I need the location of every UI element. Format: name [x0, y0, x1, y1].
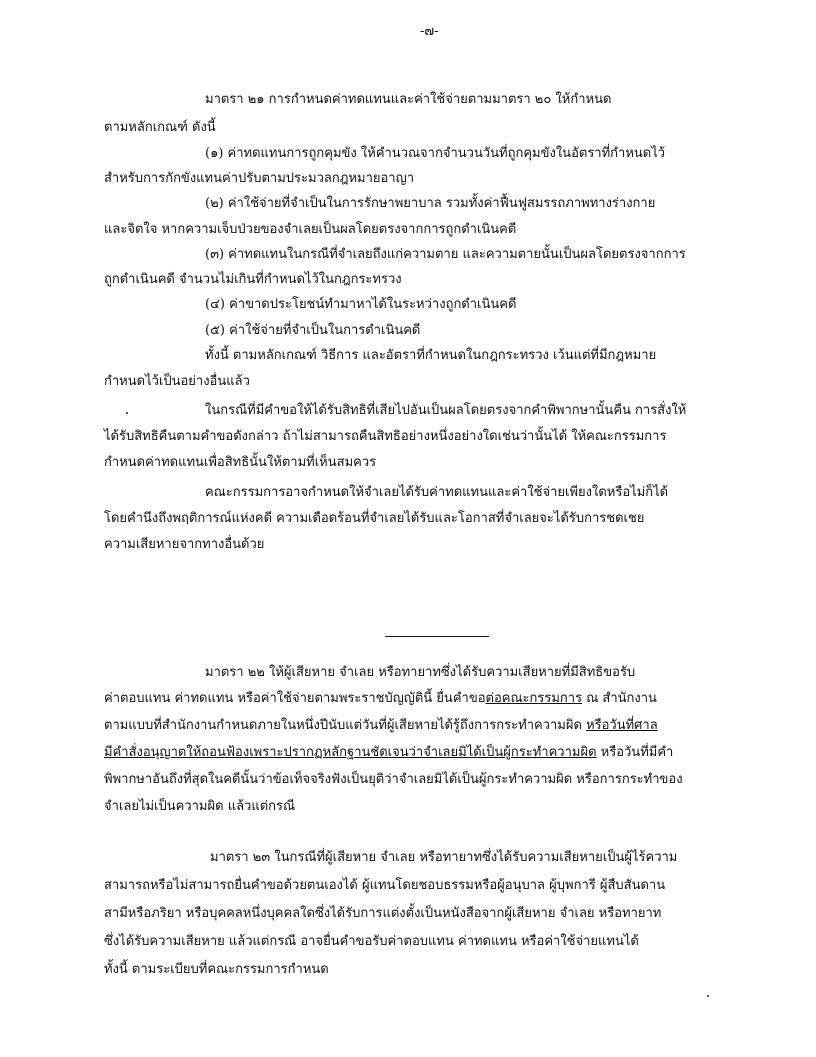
section-21-item-3: (๓) ค่าทดแทนในกรณีที่จำเลยถึงแก่ความตาย และความตายนั้นเป็นผลโดยตรงจากการ: [205, 247, 686, 262]
section-21-item-2-cont: และจิตใจ หากความเจ็บป่วยของจำเลยเป็นผลโดยตรงจากการถูกดำเนินคดี: [104, 222, 517, 237]
section-21-paragraph-3-cont: โดยคำนึงถึงพฤติการณ์แห่งคดี ความเดือดร้อนที่จำเลยได้รับและโอกาสที่จำเลยจะได้รับการชดเชย: [104, 511, 645, 526]
section-21-line: ตามหลักเกณฑ์ ดังนี้: [104, 120, 216, 135]
page-number: -๗-: [420, 24, 439, 39]
section-21-item-4: (๔) ค่าขาดประโยชน์ทำมาหาได้ในระหว่างถูกดำเนินคดี: [205, 297, 517, 312]
section-21-item-1-cont: สำหรับการกักขังแทนค่าปรับตามประมวลกฎหมายอาญา: [104, 171, 414, 186]
underlined-text: หรือวันที่ศาล: [586, 718, 658, 733]
section-21-item-5: (๕) ค่าใช้จ่ายที่จำเป็นในการดำเนินคดี: [205, 323, 421, 338]
section-21-item-1: (๑) ค่าทดแทนการถูกคุมขัง ให้คำนวณจากจำนวนวันที่ถูกคุมขังในอัตราที่กำหนดไว้: [205, 146, 666, 161]
section-23-line: ซึ่งได้รับความเสียหาย แล้วแต่กรณี อาจยื่นคำขอรับค่าตอบแทน ค่าทดแทน หรือค่าใช้จ่ายแทนได้: [104, 934, 639, 949]
scan-speck: [707, 995, 709, 997]
section-21-paragraph-2-cont: ได้รับสิทธิคืนตามคำขอดังกล่าว ถ้าไม่สามารถคืนสิทธิอย่างหนึ่งอย่างใดเช่นว่านั้นได้ ให้คณะกรรมการ: [104, 429, 667, 444]
section-22-line: ค่าตอบแทน ค่าทดแทน หรือค่าใช้จ่ายตามพระราชบัญญัตินี้ ยื่นคำขอต่อคณะกรรมการ ณ สำนักงาน: [104, 691, 657, 706]
section-21-paragraph-3: คณะกรรมการอาจกำหนดให้จำเลยได้รับค่าทดแทนและค่าใช้จ่ายเพียงใดหรือไม่ก็ได้: [205, 485, 669, 500]
section-21-heading-line: มาตรา ๒๑ การกำหนดค่าทดแทนและค่าใช้จ่ายตามมาตรา ๒๐ ให้กำหนด: [205, 92, 612, 107]
section-divider: [385, 636, 489, 637]
scan-speck: [126, 412, 128, 414]
section-22-heading-line: มาตรา ๒๒ ให้ผู้เสียหาย จำเลย หรือทายาทซึ่งได้รับความเสียหายที่มีสิทธิขอรับ: [205, 665, 636, 680]
section-23-line: สามารถหรือไม่สามารถยื่นคำขอด้วยตนเองได้ ผู้แทนโดยชอบธรรมหรือผู้อนุบาล ผู้บุพการี ผู้สืบสันดาน: [104, 878, 666, 893]
section-23-heading-line: มาตรา ๒๓ ในกรณีที่ผู้เสียหาย จำเลย หรือทายาทซึ่งได้รับความเสียหายเป็นผู้ไร้ความ: [210, 850, 678, 865]
underlined-text: ต่อคณะกรรมการ: [485, 691, 583, 706]
section-22-line: ตามแบบที่สำนักงานกำหนดภายในหนึ่งปีนับแต่วันที่ผู้เสียหายได้รู้ถึงการกระทำความผิด หรือวันที่ศาล: [104, 718, 658, 733]
section-21-paragraph-1: ทั้งนี้ ตามหลักเกณฑ์ วิธีการ และอัตราที่กำหนดในกฎกระทรวง เว้นแต่ที่มีกฎหมาย: [205, 348, 657, 363]
section-21-paragraph-2-cont: กำหนดค่าทดแทนเพื่อสิทธินั้นให้ตามที่เห็นสมควร: [104, 455, 377, 470]
underlined-text: มีคำสั่งอนุญาตให้ถอนฟ้องเพราะปรากฏหลักฐานชัดเจนว่าจำเลยมิได้เป็นผู้กระทำความผิด: [104, 745, 597, 760]
section-21-paragraph-3-cont: ความเสียหายจากทางอื่นด้วย: [104, 537, 265, 552]
section-21-paragraph-2: ในกรณีที่มีคำขอให้ได้รับสิทธิที่เสียไปอันเป็นผลโดยตรงจากคำพิพากษานั้นคืน การสั่งให้: [205, 403, 687, 418]
section-21-item-3-cont: ถูกดำเนินคดี จำนวนไม่เกินที่กำหนดไว้ในกฎกระทรวง: [104, 272, 402, 287]
section-23-line: ทั้งนี้ ตามระเบียบที่คณะกรรมการกำหนด: [104, 962, 329, 977]
section-21-item-2: (๒) ค่าใช้จ่ายที่จำเป็นในการรักษาพยาบาล รวมทั้งค่าฟื้นฟูสมรรถภาพทางร่างกาย: [205, 196, 656, 211]
section-22-line: มีคำสั่งอนุญาตให้ถอนฟ้องเพราะปรากฏหลักฐานชัดเจนว่าจำเลยมิได้เป็นผู้กระทำความผิด หรือวันที่มีคำ: [104, 745, 674, 760]
section-22-line: จำเลยไม่เป็นความผิด แล้วแต่กรณี: [104, 799, 296, 814]
section-23-line: สามีหรือภริยา หรือบุคคลหนึ่งบุคคลใดซึ่งได้รับการแต่งตั้งเป็นหนังสือจากผู้เสียหาย จำเลย หรือทายาท: [104, 906, 662, 921]
section-22-line: พิพากษาอันถึงที่สุดในคดีนั้นว่าข้อเท็จจริงฟังเป็นยุติว่าจำเลยมิได้เป็นผู้กระทำความผิด หรือการกระทำของ: [104, 772, 683, 787]
section-21-paragraph-1-cont: กำหนดไว้เป็นอย่างอื่นแล้ว: [104, 374, 250, 389]
